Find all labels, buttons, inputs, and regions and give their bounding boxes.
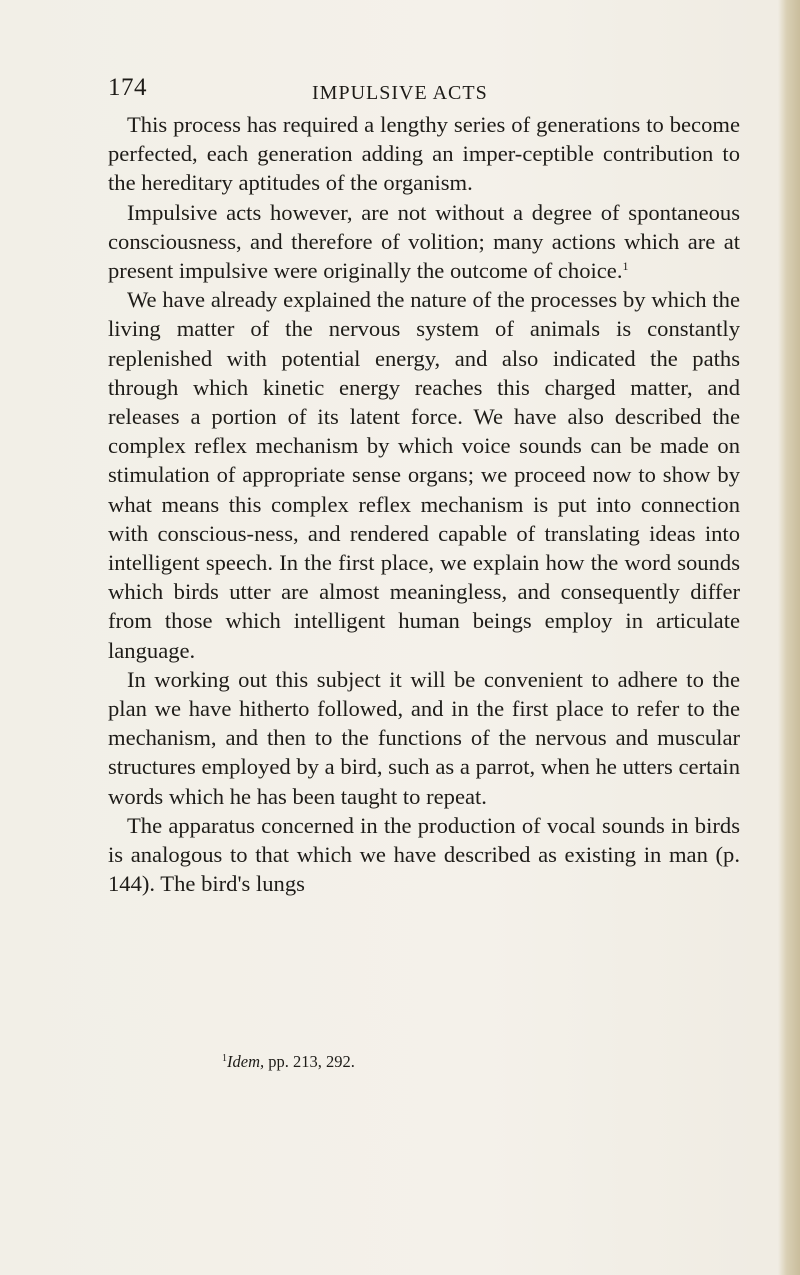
page-edge	[778, 0, 800, 1275]
paragraph-text: We have already explained the nature of the processes by which the living matter of the nervous system of animals is constantly replenished with potential energy, and also indicated the paths through which kinetic energy reaches this charged matter, and releases a portion of its latent force. We have also described the complex reflex mechanism by which voice sounds can be made on stimulation of appropriate sense organs; we proceed now to show by what means this complex reflex mechanism is put into connection with conscious-ness, and rendered capable of translating ideas into intelligent speech. In the first place, we explain how the word sounds which birds utter are almost meaningless, and consequently differ from those which intelligent human beings employ in articulate language.	[108, 287, 740, 663]
paragraph-text: In working out this subject it will be convenient to adhere to the plan we have hitherto followed, and in the first place to refer to the mechanism, and then to the functions of the nervous and muscular structures employed by a bird, such as a parrot, when he utters certain words which he has been taught to repeat.	[108, 666, 740, 809]
page-number: 174	[108, 74, 147, 101]
paragraph-text: Impulsive acts however, are not without a degree of spontaneous consciousness, and therefore of volition; many actions which are at present impulsive were originally the outcome of choice.	[108, 199, 740, 284]
paragraph	[108, 811, 740, 899]
running-head-title: IMPULSIVE ACTS	[312, 82, 488, 104]
paragraph	[108, 110, 740, 198]
paragraph-text: The apparatus concerned in the production of vocal sounds in birds is analogous to that which we have described as existing in man (p. 144). The bird's lungs	[108, 812, 740, 897]
footnote-marker: 1	[222, 1053, 227, 1064]
paragraph	[108, 665, 740, 811]
running-head	[108, 74, 748, 114]
paragraph-text: This process has required a lengthy series of generations to become perfected, each generation adding an imper-ceptible contribution to the hereditary aptitudes of the organism.	[108, 112, 740, 196]
footnote-reference: 1	[622, 259, 629, 274]
paragraph	[108, 198, 740, 286]
body-text	[108, 110, 740, 898]
footnote-pages: pp. 213, 292.	[264, 1052, 355, 1071]
paragraph	[108, 285, 740, 665]
footnote	[222, 1052, 355, 1072]
footnote-source: Idem,	[227, 1052, 265, 1071]
